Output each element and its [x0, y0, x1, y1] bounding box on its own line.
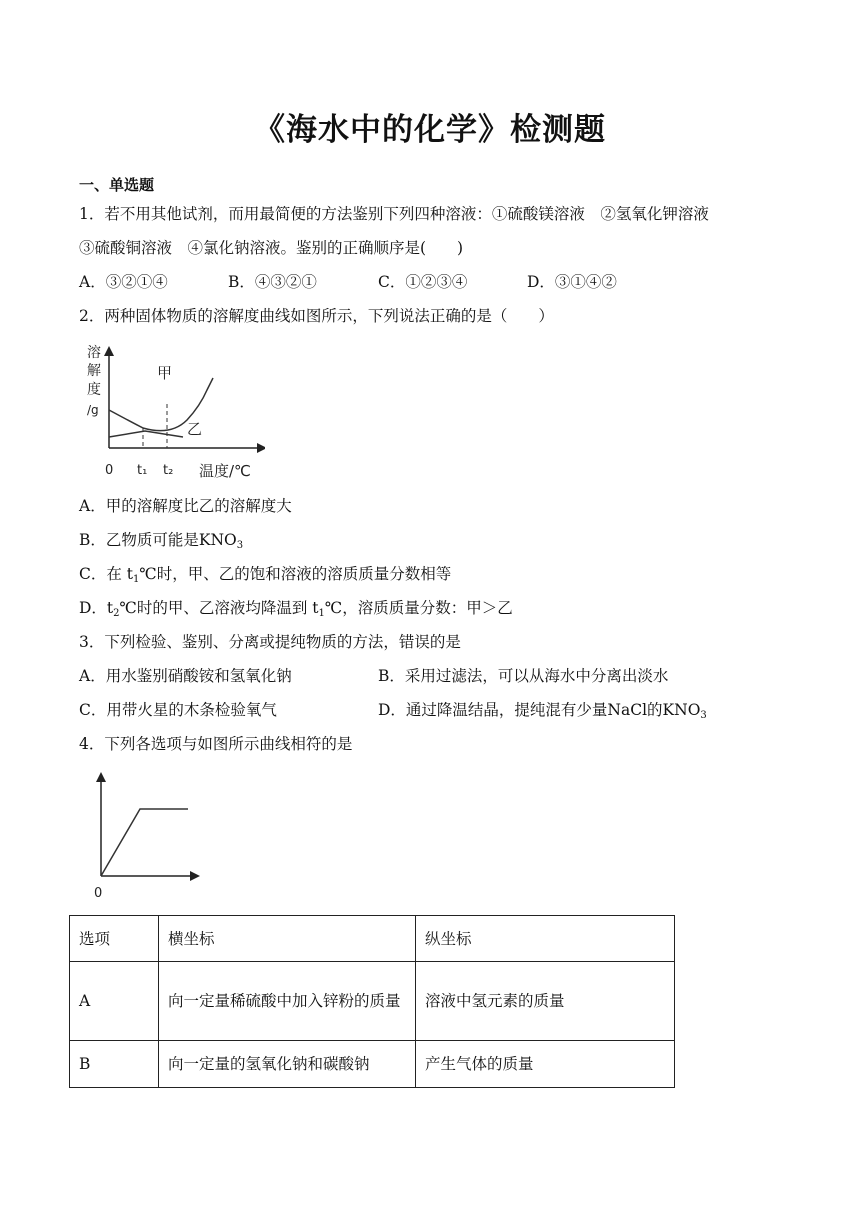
header-cell-x-axis: 横坐标	[159, 916, 416, 962]
q3-option-b: B．采用过滤法，可以从海水中分离出淡水	[378, 667, 669, 685]
q2-stem: 2．两种固体物质的溶解度曲线如图所示，下列说法正确的是（ ）	[79, 307, 554, 325]
section-heading: 一、单选题	[79, 176, 155, 194]
q1-option-c: C．①②③④	[378, 273, 468, 291]
origin-label: 0	[105, 463, 114, 478]
q4-curve	[101, 809, 188, 876]
row-b-y-axis: 产生气体的质量	[416, 1041, 675, 1088]
q4-stem: 4．下列各选项与如图所示曲线相符的是	[79, 735, 353, 753]
t1-tick-label: t₁	[137, 463, 148, 478]
curve-yi-label: 乙	[187, 420, 203, 438]
t2-tick-label: t₂	[163, 463, 174, 478]
q2-option-a: A．甲的溶解度比乙的溶解度大	[79, 497, 292, 515]
q1-option-b: B．④③②①	[228, 273, 317, 291]
q1-option-d: D．③①④②	[527, 273, 617, 291]
row-b-option: B	[70, 1041, 159, 1088]
q1-option-a: A．③②①④	[79, 273, 168, 291]
q4-origin-label: 0	[94, 886, 103, 901]
q4-options-table	[69, 915, 675, 1088]
q2-option-d: D．$t_2℃$时的甲、乙溶液均降温到 $t_1℃$，溶质质量分数：甲＞乙	[79, 599, 513, 619]
row-a-y-axis: 溶液中氢元素的质量	[416, 962, 675, 1041]
solubility-curve-figure	[75, 338, 265, 483]
q3-option-c: C．用带火星的木条检验氧气	[79, 701, 277, 719]
q2-option-c: C．在 $t_1℃$时，甲、乙的饱和溶液的溶质质量分数相等	[79, 565, 452, 585]
y-label-char-2: 解	[87, 363, 101, 379]
x-axis-label: 温度/℃	[199, 462, 251, 480]
y-label-char-1: 溶	[87, 345, 101, 361]
y-label-unit: /g	[87, 403, 99, 417]
curve-jia-label: 甲	[157, 364, 173, 382]
q4-curve-figure	[88, 770, 208, 902]
page-title: 《海水中的化学》检测题	[254, 112, 606, 148]
table-row	[70, 962, 675, 1041]
q4-y-axis-arrow	[96, 772, 106, 782]
row-a-option: A	[70, 962, 159, 1041]
y-label-char-3: 度	[87, 382, 101, 398]
header-cell-y-axis: 纵坐标	[416, 916, 675, 962]
q3-stem: 3．下列检验、鉴别、分离或提纯物质的方法，错误的是	[79, 633, 461, 651]
q1-stem-line1: 1．若不用其他试剂，而用最简便的方法鉴别下列四种溶液：①硫酸镁溶液 ②氢氧化钾溶液	[79, 205, 709, 223]
q2-option-b: B．乙物质可能是$KNO_3$	[79, 531, 244, 551]
q4-x-axis-arrow	[190, 871, 200, 881]
q1-stem-line2: ③硫酸铜溶液 ④氯化钠溶液。鉴别的正确顺序是( )	[79, 239, 464, 257]
table-header-row	[70, 916, 675, 962]
table-row	[70, 1041, 675, 1088]
q3-option-d: D．通过降温结晶，提纯混有少量NaCl的$KNO_3$	[378, 701, 707, 721]
row-b-x-axis: 向一定量的氢氧化钠和碳酸钠	[159, 1041, 416, 1088]
y-axis-arrow	[104, 346, 114, 356]
header-cell-option: 选项	[70, 916, 159, 962]
q3-option-a: A．用水鉴别硝酸铵和氢氧化钠	[79, 667, 292, 685]
curve-yi	[109, 431, 183, 437]
row-a-x-axis: 向一定量稀硫酸中加入锌粉的质量	[159, 962, 416, 1041]
x-axis-arrow	[257, 443, 265, 453]
